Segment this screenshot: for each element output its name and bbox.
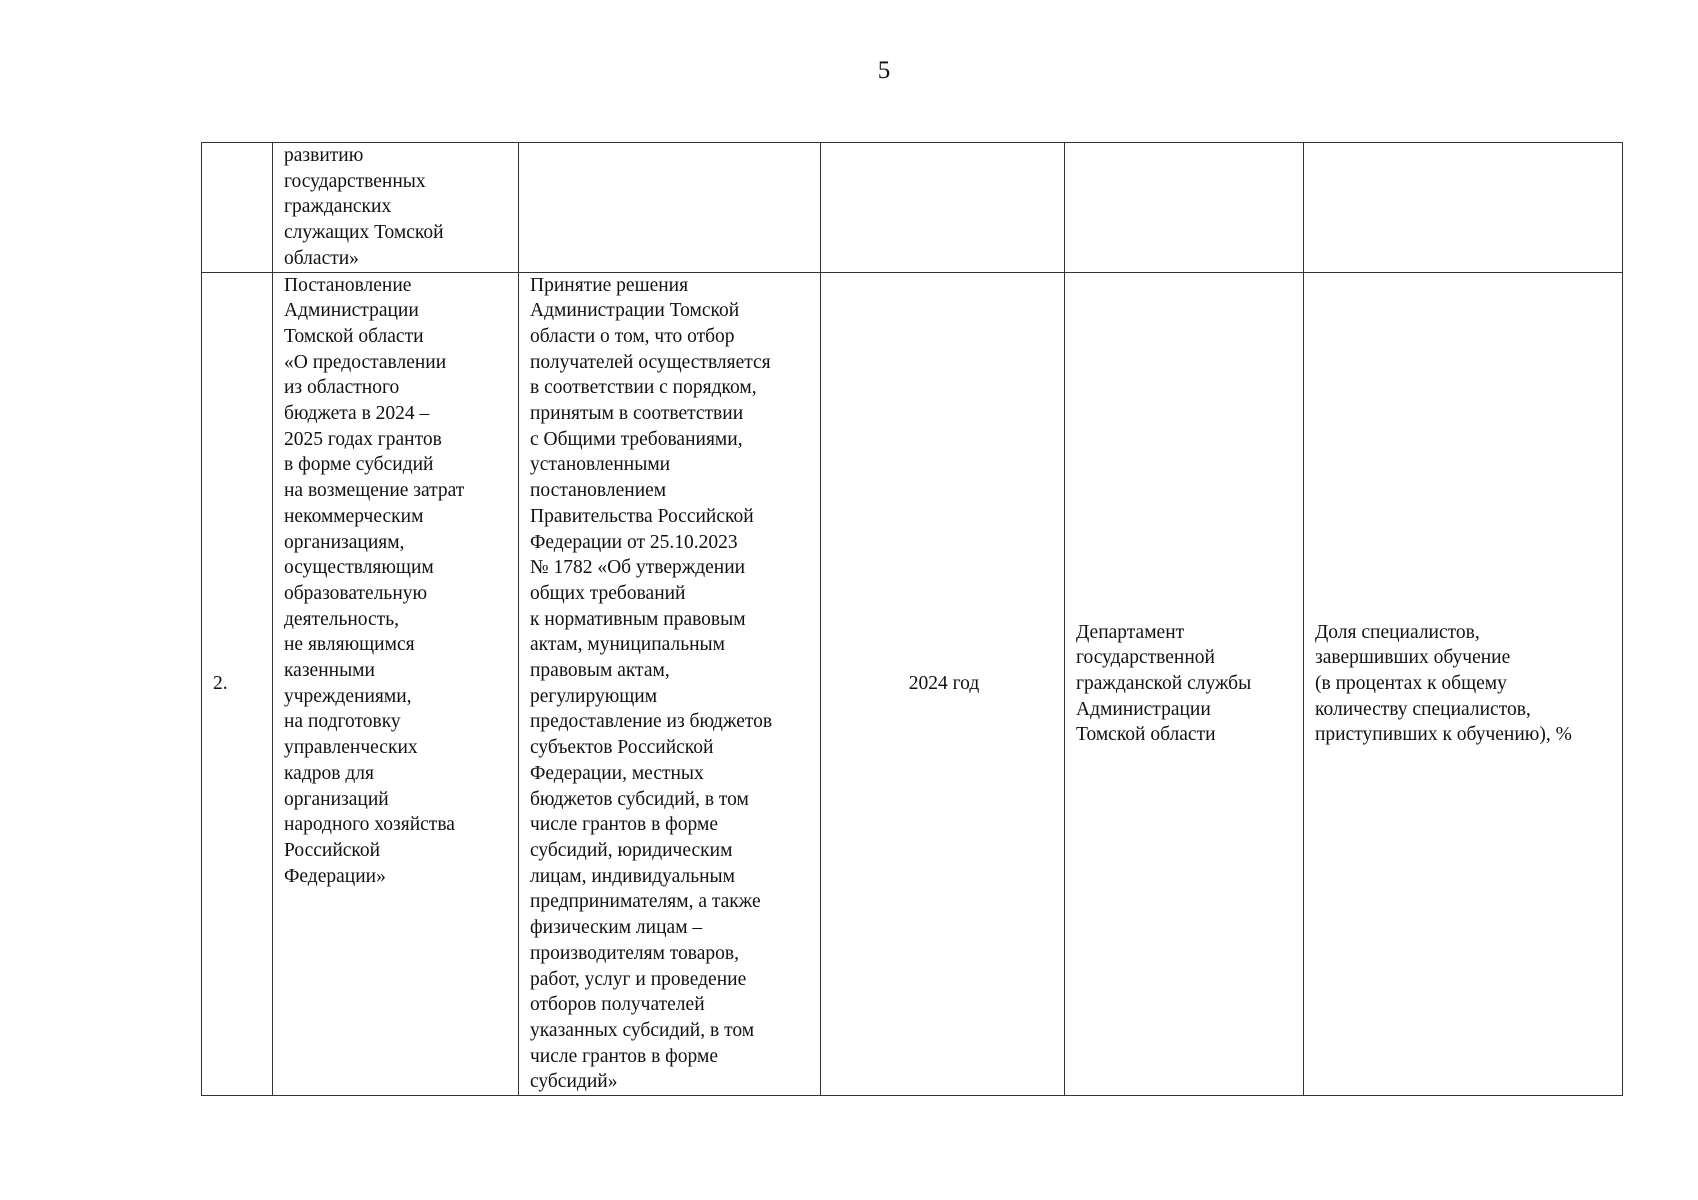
indicator-cell: [1304, 143, 1623, 273]
act-name-cell: Постановление Администрации Томской области «О предоставлении из областного бюджета в 2024 – 2025 годах грантов в форме субсидий на возмещение затрат некоммерческим организациям, осуществляющим образовательную деятельность, не являющимся казенными учреждениями, на подготовку управленческих кадров для организаций народного хозяйства Российской Федерации»: [273, 272, 519, 1096]
act-name-cell: развитию государственных гражданских служащих Томской области»: [273, 143, 519, 273]
responsible-cell: [1065, 143, 1304, 273]
decision-cell: Принятие решения Администрации Томской области о том, что отбор получателей осуществляется в соответствии с порядком, принятым в соответствии с Общими требованиями, установленными постановлением Правительства Российской Федерации от 25.10.2023 № 1782 «Об утверждении общих требований к нормативным правовым актам, муниципальным правовым актам, регулирующим предоставление из бюджетов субъектов Российской Федерации, местных бюджетов субсидий, в том числе грантов в форме субсидий, юридическим лицам, индивидуальным предпринимателям, а также физическим лицам – производителям товаров, работ, услуг и проведение отборов получателей указанных субсидий, в том числе грантов в форме субсидий»: [519, 272, 821, 1096]
year-cell: 2024 год: [821, 272, 1065, 1096]
row-number-cell: [202, 143, 273, 273]
row-number-cell: 2.: [202, 272, 273, 1096]
table-row: [202, 143, 1623, 273]
indicator-cell: Доля специалистов, завершивших обучение (в процентах к общему количеству специалистов, приступивших к обучению), %: [1304, 272, 1623, 1096]
document-table: [201, 142, 1623, 1096]
year-cell: [821, 143, 1065, 273]
table-row: [202, 272, 1623, 1096]
page-number: 5: [877, 57, 891, 84]
responsible-cell: Департамент государственной гражданской службы Администрации Томской области: [1065, 272, 1304, 1096]
decision-cell: [519, 143, 821, 273]
